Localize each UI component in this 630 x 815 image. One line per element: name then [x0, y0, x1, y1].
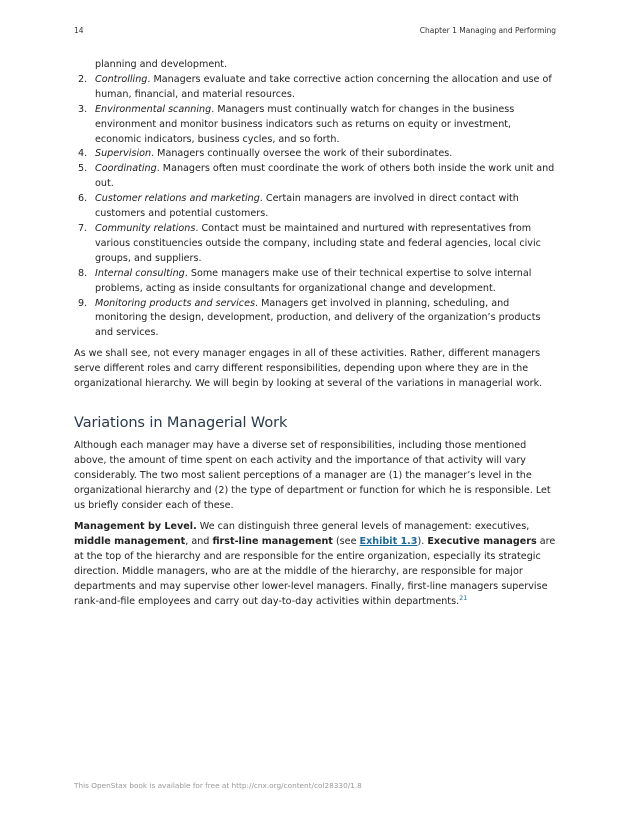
- list-term: Supervision: [95, 148, 152, 160]
- managerial-activities-list: [74, 73, 558, 341]
- list-number: 6.: [78, 193, 88, 205]
- paragraph-activities-summary: As we shall see, not every manager engages in all of these activities. Rather, different managers serve different roles and carry different responsibilities, depending upon where they are in the organizational hierarchy. We will begin by looking at several of the variations in managerial work.: [74, 348, 543, 390]
- list-text: . Certain managers are involved in direct contact with customers and potential customers.: [95, 193, 519, 220]
- list-text: . Managers evaluate and take corrective action concerning the allocation and use of human, financial, and material resources.: [95, 73, 552, 100]
- list-term: Internal consulting: [95, 267, 185, 279]
- list-item: [74, 297, 558, 342]
- exhibit-link[interactable]: Exhibit 1.3: [359, 536, 418, 548]
- chapter-title: Chapter 1 Managing and Performing: [419, 26, 556, 35]
- list-number: 2.: [78, 73, 88, 85]
- list-number: 5.: [78, 163, 88, 175]
- list-term: Monitoring products and services: [95, 297, 255, 309]
- list-text: . Managers must continually watch for changes in the business environment and monitor business indicators such as returns on equity or investment, economic indicators, business cycles, and so forth.: [95, 103, 515, 145]
- list-item: [74, 192, 558, 222]
- list-term: Community relations: [95, 222, 196, 234]
- list-item: [74, 162, 558, 192]
- list-number: 8.: [78, 267, 88, 279]
- list-term: Controlling: [95, 73, 148, 85]
- list-item: [74, 103, 558, 148]
- list-number: 3.: [78, 103, 88, 115]
- list-number: 4.: [78, 148, 88, 160]
- page-footer: This OpenStax book is available for free at http://cnx.org/content/col28330/1.8: [74, 781, 362, 790]
- list-text: . Managers continually oversee the work of their subordinates.: [151, 148, 453, 160]
- section-heading: Variations in Managerial Work: [74, 414, 288, 431]
- list-item: [74, 267, 558, 297]
- list-number: 9.: [78, 297, 88, 309]
- body-text: We can distinguish three general levels of management: executives,: [196, 521, 530, 533]
- term-first-line-management: first-line management: [212, 536, 333, 548]
- term-middle-management: middle management: [74, 536, 186, 548]
- list-number: 7.: [78, 222, 88, 234]
- body-text: are at the top of the hierarchy and are responsible for the entire organization, especially its strategic direction. Middle managers, who are at the middle of the hierarchy, are responsible for major departments and may supervise other lower-level managers. Finally, first-line managers supervise rank-and-file employees and carry out day-to-day activities within departments.: [74, 536, 556, 607]
- body-text: (see: [332, 536, 360, 548]
- list-text: . Managers get involved in planning, scheduling, and monitoring the design, development, production, and delivery of the organization’s products and services.: [95, 297, 541, 339]
- list-continuation: planning and development.: [95, 59, 228, 70]
- list-item: [74, 222, 558, 267]
- list-text: . Some managers make use of their technical expertise to solve internal problems, acting as inside consultants for organizational change and development.: [95, 267, 532, 294]
- page-number: 14: [74, 26, 84, 35]
- paragraph-variations-intro: Although each manager may have a diverse set of responsibilities, including those mentioned above, the amount of time spent on each activity and the importance of that activity will vary considerably. The two most salient perceptions of a manager are (1) the manager’s level in the organizational hierarchy and (2) the type of department or function for which he is responsible. Let us briefly consider each of these.: [74, 439, 551, 511]
- page-content: [74, 58, 558, 610]
- list-term: Environmental scanning: [95, 103, 212, 115]
- run-in-heading: Management by Level.: [74, 521, 197, 533]
- list-term: Customer relations and marketing: [95, 193, 260, 205]
- list-term: Coordinating: [95, 163, 157, 175]
- list-item: [74, 147, 558, 162]
- footnote-reference[interactable]: 21: [459, 593, 468, 602]
- term-executive-managers: Executive managers: [427, 536, 537, 548]
- list-item: [74, 73, 558, 103]
- body-text: , and: [185, 536, 213, 548]
- list-text: . Contact must be maintained and nurtured with representatives from various constituencies outside the company, including state and federal agencies, local civic groups, and suppliers.: [95, 222, 541, 264]
- body-text: ).: [417, 536, 428, 548]
- list-text: . Managers often must coordinate the work of others both inside the work unit and out.: [95, 163, 555, 190]
- paragraph-management-by-level: [74, 520, 558, 609]
